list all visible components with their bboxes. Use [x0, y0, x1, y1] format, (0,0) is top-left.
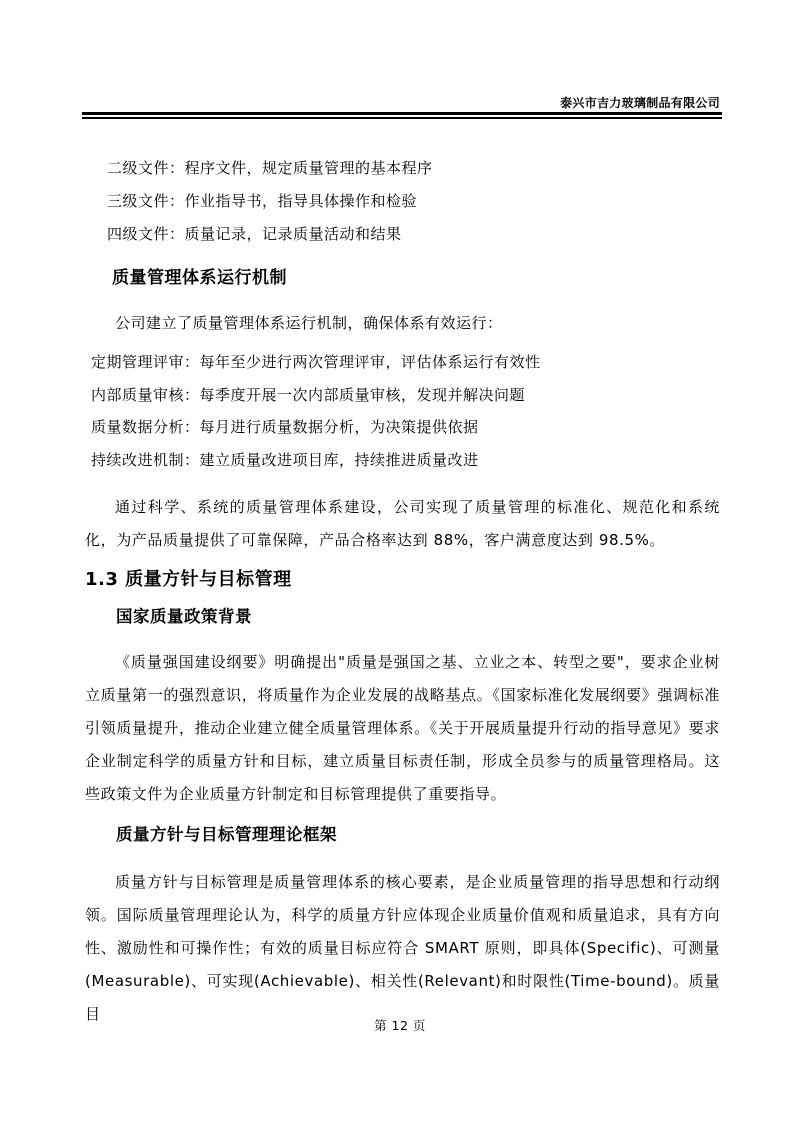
- doc-level-item-3: 三级文件：作业指导书，指导具体操作和检验: [107, 192, 418, 210]
- heading-section-1-3: 1.3 质量方针与目标管理: [85, 569, 292, 590]
- page-footer: [0, 1016, 800, 1034]
- mechanism-item-audit: 内部质量审核：每季度开展一次内部质量审核，发现并解决问题: [91, 386, 526, 404]
- heading-theory-framework: 质量方针与目标管理理论框架: [116, 825, 337, 844]
- theory-framework-paragraph: 质量方针与目标管理是质量管理体系的核心要素，是企业质量管理的指导思想和行动纲领。国际质量管理理论认为，科学的质量方针应体现企业质量价值观和质量追求，具有方向性、激励性和可操作性；有效的质量目标应符合 SMART 原则，即具体(Specific)、可测量(Measurable)、可实现(Achievable)、相关性(Relevant)和时限性(Time-bound)。质量目: [85, 873, 720, 1023]
- mechanism-item-improvement: 持续改进机制：建立质量改进项目库，持续推进质量改进: [91, 451, 479, 469]
- heading-operation-mechanism: 质量管理体系运行机制: [112, 268, 287, 288]
- operation-summary-paragraph: 通过科学、系统的质量管理体系建设，公司实现了质量管理的标准化、规范化和系统化，为产品质量提供了可靠保障，产品合格率达到 88%，客户满意度达到 98.5%。: [85, 498, 720, 549]
- operation-intro: 公司建立了质量管理体系运行机制，确保体系有效运行：: [115, 314, 503, 332]
- mechanism-item-data-analysis: 质量数据分析：每月进行质量数据分析，为决策提供依据: [91, 418, 479, 436]
- doc-level-item-4: 四级文件：质量记录，记录质量活动和结果: [107, 225, 402, 243]
- doc-level-item-2: 二级文件：程序文件，规定质量管理的基本程序: [107, 159, 433, 177]
- header-rule: [82, 112, 722, 119]
- mechanism-item-review: 定期管理评审：每年至少进行两次管理评审，评估体系运行有效性: [91, 353, 541, 371]
- company-name: 泰兴市吉力玻璃制品有限公司: [560, 96, 720, 110]
- policy-background-paragraph: 《质量强国建设纲要》明确提出"质量是强国之基、立业之本、转型之要"，要求企业树立质量第一的强烈意识，将质量作为企业发展的战略基点。《国家标准化发展纲要》强调标准引领质量提升，推动企业建立健全质量管理体系。《关于开展质量提升行动的指导意见》要求企业制定科学的质量方针和目标，建立质量目标责任制，形成全员参与的质量管理格局。这些政策文件为企业质量方针制定和目标管理提供了重要指导。: [85, 653, 720, 803]
- page-number: 第 12 页: [374, 1018, 426, 1033]
- heading-policy-background: 国家质量政策背景: [116, 607, 252, 626]
